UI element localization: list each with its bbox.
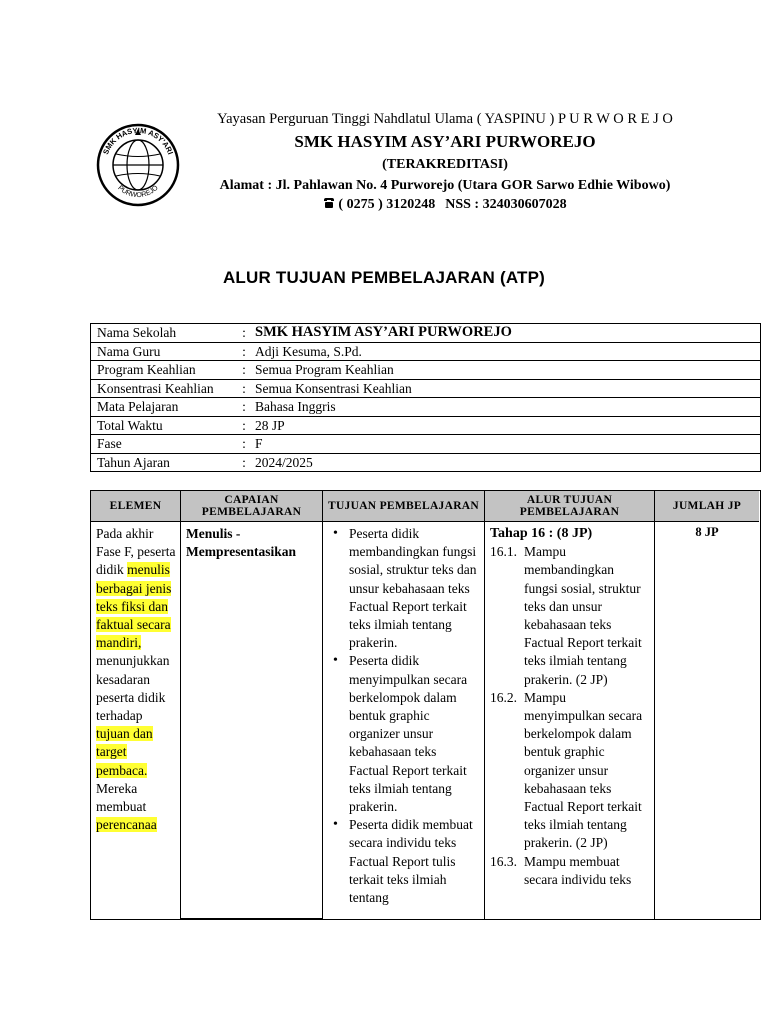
document-title: ALUR TUJUAN PEMBELAJARAN (ATP) — [222, 268, 546, 287]
alur-item-number: 16.1. — [490, 544, 517, 560]
info-row — [91, 416, 761, 435]
info-row — [91, 453, 761, 472]
alur-item — [490, 543, 649, 689]
info-separator: : — [237, 361, 251, 380]
info-separator: : — [237, 398, 251, 417]
info-separator: : — [237, 435, 251, 454]
svg-text:SMK HASYIM ASY'ARI — [101, 126, 175, 156]
alur-item — [490, 689, 649, 853]
elemen-text-3: Mereka membuat — [96, 780, 147, 815]
elemen-text-2: menunjukkan kesadaran peserta didik terhadap — [96, 653, 170, 724]
header-tujuan: TUJUAN PEMBELAJARAN — [323, 491, 484, 522]
alur-item — [490, 853, 649, 889]
school-name: SMK HASYIM ASY’ARI PURWOREJO — [294, 132, 596, 151]
accreditation: (TERAKREDITASI) — [382, 157, 508, 172]
letterhead — [0, 0, 768, 230]
info-row — [91, 324, 761, 343]
header-alur: ALUR TUJUAN PEMBELAJARAN — [485, 491, 654, 522]
nss-number: NSS : 324030607028 — [445, 197, 567, 212]
column-tujuan — [323, 491, 485, 919]
alur-cell — [485, 522, 654, 892]
elemen-highlight-3: perencanaa — [96, 817, 157, 833]
alur-item-text: Mampu menyimpulkan secara berkelompok dalam bentuk graphic organizer unsur kebahasaan teks Factual Report terkait teks ilmiah tentang prakerin. (2 JP) — [524, 689, 643, 851]
foundation-name: Yayasan Perguruan Tinggi Nahdlatul Ulama ( YASPINU ) P U R W O R E J O — [217, 111, 673, 127]
alur-item-text: Mampu membandingkan fungsi sosial, struktur teks dan unsur kebahasaan teks Factual Report terkait teks ilmiah tentang prakerin. (2 JP) — [524, 544, 642, 687]
logo-text-bottom: PURWOREJO — [116, 184, 160, 200]
svg-text:PURWOREJO — [116, 184, 160, 199]
info-separator: : — [237, 416, 251, 435]
info-table — [90, 323, 761, 472]
info-label: Tahun Ajaran — [91, 453, 238, 472]
info-label: Program Keahlian — [91, 361, 238, 380]
school-logo-icon — [96, 123, 180, 207]
info-label: Nama Guru — [91, 342, 238, 361]
capaian-cell: Menulis - Mempresentasikan — [186, 526, 296, 560]
info-value: Semua Program Keahlian — [251, 361, 761, 380]
header-jumlah: JUMLAH JP — [655, 491, 759, 522]
info-value: SMK HASYIM ASY’ARI PURWOREJO — [251, 324, 761, 343]
info-label: Konsentrasi Keahlian — [91, 379, 238, 398]
header-elemen: ELEMEN — [91, 491, 180, 522]
alur-item-number: 16.2. — [490, 689, 517, 705]
info-value: Adji Kesuma, S.Pd. — [251, 342, 761, 361]
header-capaian: CAPAIAN PEMBELAJARAN — [181, 491, 322, 522]
info-separator: : — [237, 379, 251, 398]
contact-line — [195, 197, 695, 213]
phone-icon — [323, 197, 335, 209]
tujuan-cell — [323, 522, 484, 910]
tahap-heading: Tahap 16 : (8 JP) — [490, 526, 593, 541]
info-value: F — [251, 435, 761, 454]
info-value: Semua Konsentrasi Keahlian — [251, 379, 761, 398]
info-value: 28 JP — [251, 416, 761, 435]
phone-number: ( 0275 ) 3120248 — [338, 197, 436, 212]
elemen-highlight-2: tujuan dan target pembaca. — [96, 726, 153, 778]
info-value: Bahasa Inggris — [251, 398, 761, 417]
info-row — [91, 361, 761, 380]
atp-table — [90, 490, 761, 920]
info-label: Mata Pelajaran — [91, 398, 238, 417]
tujuan-item: • Peserta didik menyimpulkan secara berkelompok dalam bentuk graphic organizer unsur kebahasaan teks Factual Report terkait teks ilmiah tentang prakerin. — [328, 652, 479, 816]
jumlah-jp-cell: 8 JP — [695, 525, 719, 539]
info-row — [91, 379, 761, 398]
alur-item-number: 16.3. — [490, 853, 517, 869]
elemen-cell — [91, 522, 180, 837]
info-value: 2024/2025 — [251, 453, 761, 472]
column-capaian — [181, 491, 323, 919]
info-row — [91, 342, 761, 361]
school-address: Alamat : Jl. Pahlawan No. 4 Purworejo (Utara GOR Sarwo Edhie Wibowo) — [219, 178, 671, 193]
info-separator: : — [237, 324, 251, 343]
elemen-highlight-1: menulis berbagai jenis teks fiksi dan faktual secara mandiri, — [96, 562, 172, 651]
column-alur — [485, 491, 655, 919]
info-separator: : — [237, 453, 251, 472]
info-label: Fase — [91, 435, 238, 454]
info-label: Total Waktu — [91, 416, 238, 435]
column-jumlah — [655, 491, 759, 919]
alur-item-text: Mampu membuat secara individu teks — [524, 853, 632, 887]
tujuan-item: • Peserta didik membuat secara individu teks Factual Report tulis terkait teks ilmiah tentang — [328, 816, 479, 907]
elemen-text-1: Pada akhir Fase F, peserta didik — [96, 526, 176, 578]
column-elemen — [91, 491, 181, 919]
info-row — [91, 398, 761, 417]
info-separator: : — [237, 342, 251, 361]
info-row — [91, 435, 761, 454]
logo-text-top: SMK HASYIM ASY'ARI — [101, 125, 175, 156]
info-label: Nama Sekolah — [91, 324, 238, 343]
tujuan-item: • Peserta didik membandingkan fungsi sosial, struktur teks dan unsur kebahasaan teks Factual Report terkait teks ilmiah tentang prakerin. — [328, 525, 479, 652]
